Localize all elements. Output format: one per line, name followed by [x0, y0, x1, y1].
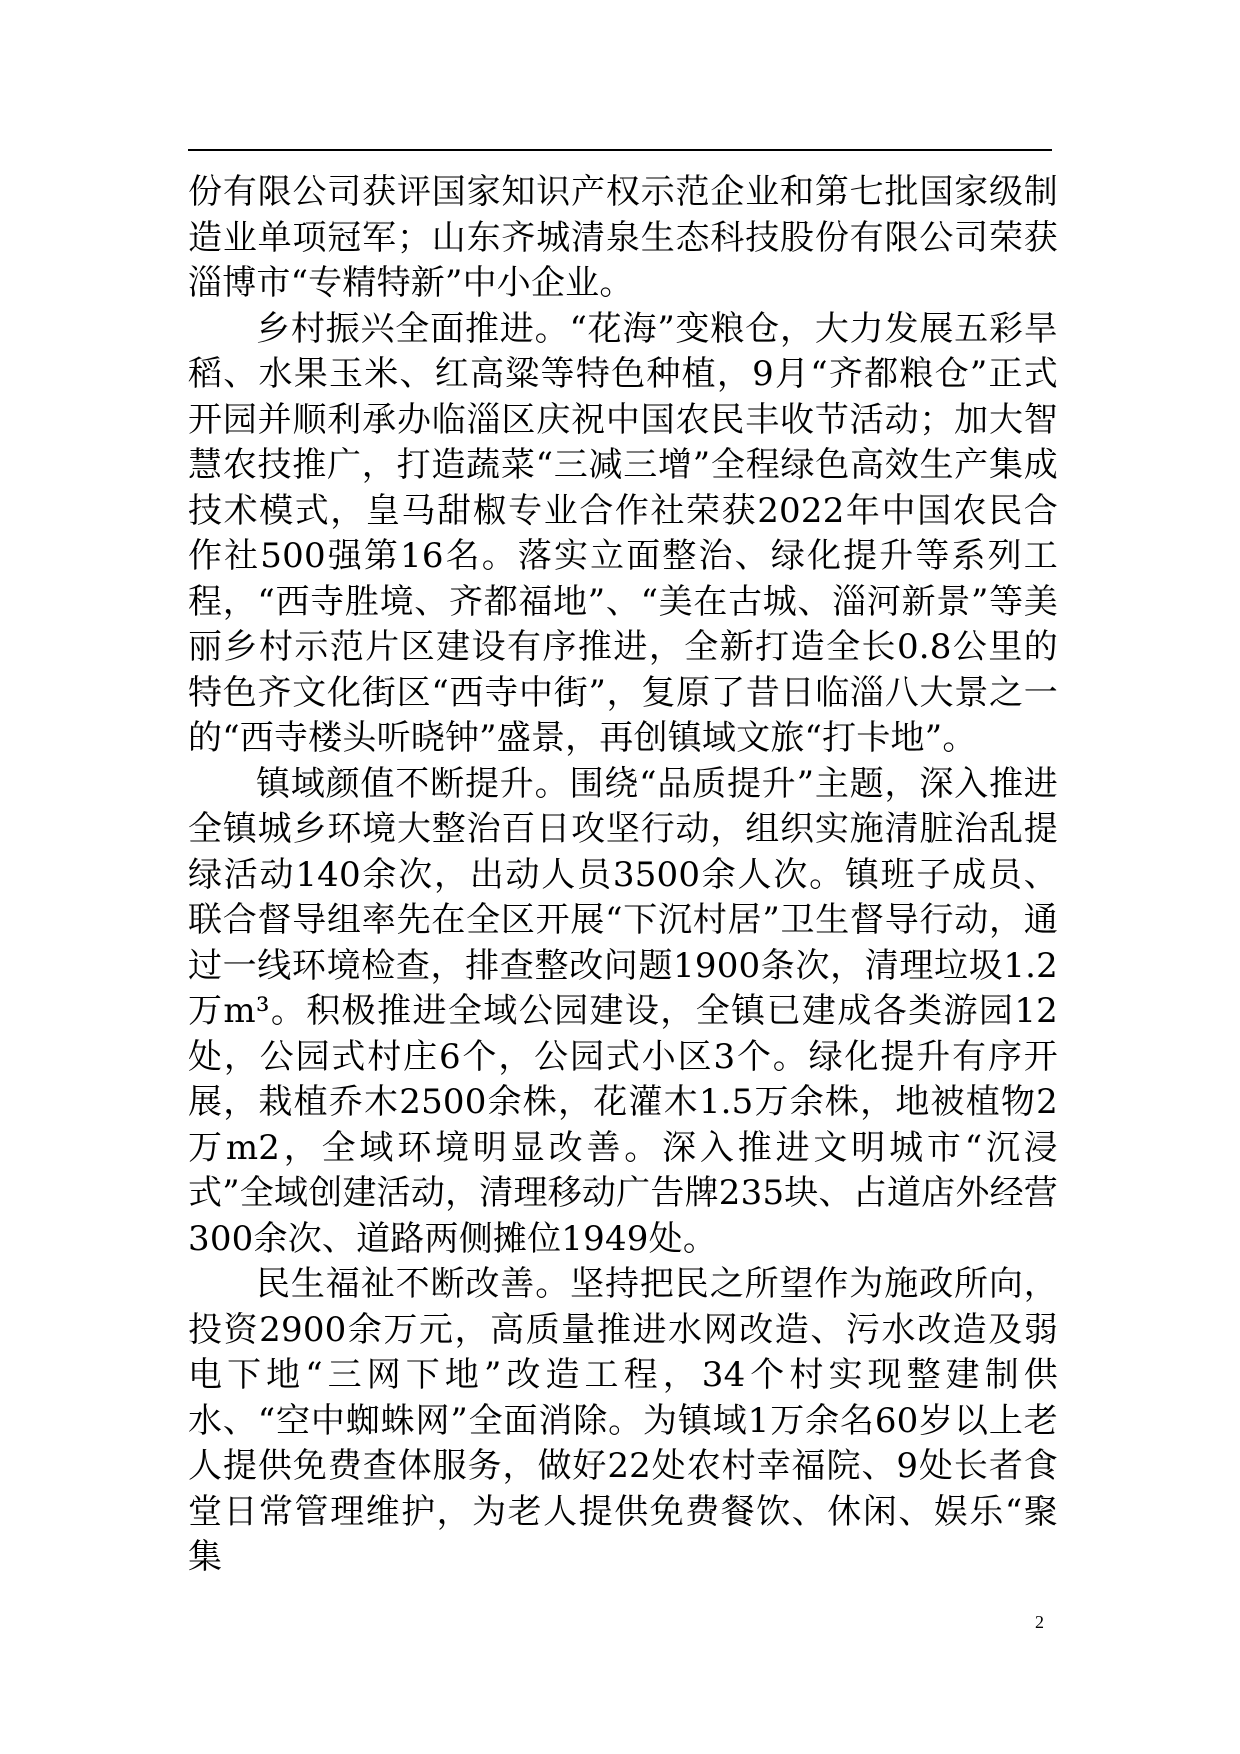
document-body [188, 170, 1058, 1581]
paragraph-livelihood: 民生福祉不断改善。坚持把民之所望作为施政所向，投资2900余万元，高质量推进水网改造、污水改造及弱电下地“三网下地”改造工程，34个村实现整建制供水、“空中蜘蛛网”全面消除。为镇域1万余名60岁以上老人提供免费查体服务，做好22处农村幸福院、9处长者食堂日常管理维护，为老人提供免费餐饮、休闲、娱乐“聚集 [188, 1264, 1058, 1577]
page-number: 2 [1035, 1612, 1044, 1632]
paragraph-town-appearance: 镇域颜值不断提升。围绕“品质提升”主题，深入推进全镇城乡环境大整治百日攻坚行动，组织实施清脏治乱提绿活动140余次，出动人员3500余人次。镇班子成员、联合督导组率先在全区开展“下沉村居”卫生督导行动，通过一线环境检查，排查整改问题1900条次，清理垃圾1.2万m³。积极推进全域公园建设，全镇已建成各类游园12处，公园式村庄6个，公园式小区3个。绿化提升有序开展，栽植乔木2500余株，花灌木1.5万余株，地被植物2万m2，全域环境明显改善。深入推进文明城市“沉浸式”全域创建活动，清理移动广告牌235块、占道店外经营300余次、道路两侧摊位1949处。 [188, 763, 1058, 1259]
paragraph-rural-revitalization: 乡村振兴全面推进。“花海”变粮仓，大力发展五彩旱稻、水果玉米、红高粱等特色种植，9月“齐都粮仓”正式开园并顺利承办临淄区庆祝中国农民丰收节活动；加大智慧农技推广，打造蔬菜“三减三增”全程绿色高效生产集成技术模式，皇马甜椒专业合作社荣获2022年中国农民合作社500强第16名。落实立面整治、绿化提升等系列工程，“西寺胜境、齐都福地”、“美在古城、淄河新景”等美丽乡村示范片区建设有序推进，全新打造全长0.8公里的特色齐文化街区“西寺中街”，复原了昔日临淄八大景之一的“西寺楼头听晓钟”盛景，再创镇域文旅“打卡地”。 [188, 308, 1058, 758]
paragraph-continuation: 份有限公司获评国家知识产权示范企业和第七批国家级制造业单项冠军；山东齐城清泉生态科技股份有限公司荣获淄博市“专精特新”中小企业。 [188, 172, 1058, 303]
header-rule [188, 149, 1052, 151]
